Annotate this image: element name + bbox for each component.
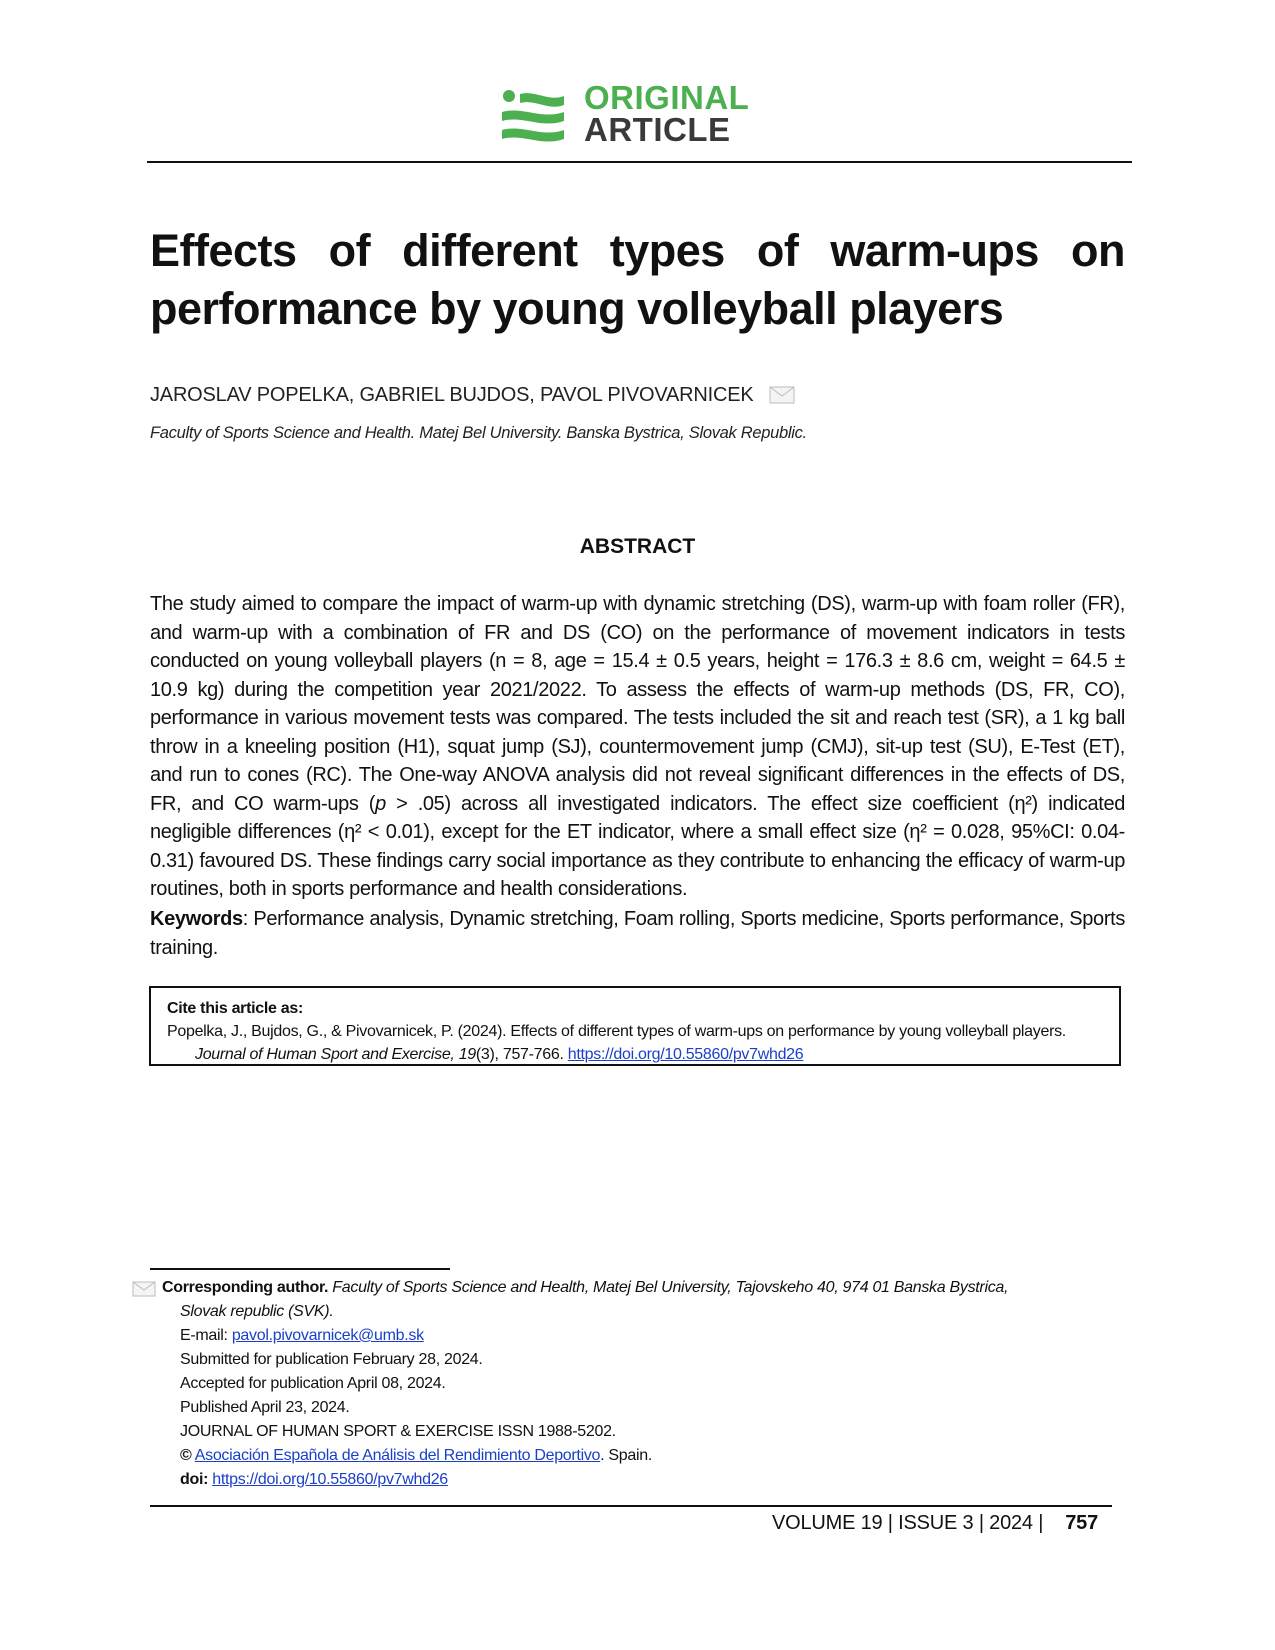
country-suffix: . Spain.: [600, 1447, 652, 1464]
doi-line: [132, 1468, 1130, 1492]
citation-text: [167, 1020, 1105, 1066]
journal-logo: [502, 79, 782, 152]
country-text: Slovak republic (SVK).: [180, 1303, 334, 1320]
keywords: [150, 905, 1125, 962]
citation-box: [149, 986, 1121, 1066]
published-date: Published April 23, 2024.: [180, 1399, 350, 1416]
doi-link[interactable]: https://doi.org/10.55860/pv7whd26: [212, 1471, 448, 1488]
article-stripes-icon: [502, 88, 564, 146]
corresponding-author-line: [132, 1276, 1130, 1300]
email-label: E-mail:: [180, 1327, 232, 1344]
abstract-body: [150, 590, 1125, 904]
abstract-heading: ABSTRACT: [579, 535, 696, 558]
email-link[interactable]: pavol.pivovarnicek@umb.sk: [231, 1327, 424, 1344]
abstract-text-part2: > .05) across all investigated indicators. The effect size coefficient (η²) indicated negligible differences (η² < 0.01), except for the ET indicator, where a small effect size (η² = 0.028, 95%CI: 0.04-0.31) favoured DS. These findings carry social importance as they contribute to enhancing the efficacy of warm-up routines, both in sports performance and health considerations.: [150, 792, 1125, 900]
header-divider: [147, 161, 1132, 163]
keywords-label: Keywords: [150, 908, 243, 930]
logo-line-article: ARTICLE: [584, 111, 731, 148]
corresponding-author-label: Corresponding author.: [162, 1279, 329, 1296]
association-link[interactable]: Asociación Española de Análisis del Rendimiento Deportivo: [194, 1447, 601, 1464]
envelope-icon[interactable]: [769, 386, 795, 404]
citation-authors-title: Popelka, J., Bujdos, G., & Pivovarnicek, P. (2024). Effects of different types of warm-ups on performance by young volleyball players.: [167, 1023, 1066, 1040]
copyright-symbol: ©: [180, 1447, 192, 1464]
accepted-date: Accepted for publication April 08, 2024.: [180, 1375, 446, 1392]
corresponding-author-address: Faculty of Sports Science and Health, Matej Bel University, Tajovskeho 40, 974 01 Banska Bystrica,: [328, 1279, 1009, 1296]
citation-doi-link[interactable]: https://doi.org/10.55860/pv7whd26: [567, 1046, 804, 1063]
logo-line-original: ORIGINAL: [584, 79, 750, 116]
corresponding-author-country: [132, 1300, 1130, 1324]
copyright-line: [132, 1444, 1130, 1468]
citation-journal: Journal of Human Sport and Exercise, 19: [195, 1046, 476, 1063]
doi-label: doi:: [180, 1471, 209, 1488]
keywords-text: : Performance analysis, Dynamic stretching, Foam rolling, Sports medicine, Sports performance, Sports training.: [150, 908, 1125, 959]
citation-label: Cite this article as:: [167, 1000, 303, 1017]
affiliation: Faculty of Sports Science and Health. Matej Bel University. Banska Bystrica, Slovak Republic.: [150, 424, 807, 442]
abstract-text-part1: The study aimed to compare the impact of warm-up with dynamic stretching (DS), warm-up with foam roller (FR), and warm-up with a combination of FR and DS (CO) on the performance of movement indicators in tests conducted on young volleyball players (n = 8, age = 15.4 ± 0.5 years, height = 176.3 ± 8.6 cm, weight = 64.5 ± 10.9 kg) during the competition year 2021/2022. To assess the effects of warm-up methods (DS, FR, CO), performance in various movement tests was compared. The tests included the sit and reach test (SR), a 1 kg ball throw in a kneeling position (H1), squat jump (SJ), countermovement jump (CMJ), sit-up test (SU), E-Test (ET), and run to cones (RC). The One-way ANOVA analysis did not reveal significant differences in the effects of DS, FR, and CO warm-ups (: [150, 593, 1125, 815]
footnote-divider: [150, 1268, 450, 1270]
page-number: 757: [1065, 1512, 1098, 1534]
authors-text: JAROSLAV POPELKA, GABRIEL BUJDOS, PAVOL PIVOVARNICEK: [150, 384, 754, 406]
p-symbol: p: [375, 792, 386, 815]
logo-text: [584, 79, 750, 148]
page-footer: [772, 1512, 1098, 1535]
citation-issue-pages: (3), 757-766.: [475, 1046, 568, 1063]
submitted-date: Submitted for publication February 28, 2024.: [180, 1351, 483, 1368]
author-list: [150, 384, 795, 407]
envelope-icon: [132, 1281, 156, 1297]
journal-issn: JOURNAL OF HUMAN SPORT & EXERCISE ISSN 1988-5202.: [180, 1423, 616, 1440]
footer-divider: [150, 1505, 1112, 1507]
article-title: Effects of different types of warm-ups on performance by young volleyball players: [150, 225, 1125, 334]
email-line: [132, 1324, 1130, 1348]
volume-info: VOLUME 19 | ISSUE 3 | 2024 |: [771, 1512, 1044, 1534]
footnote: [132, 1276, 1130, 1492]
